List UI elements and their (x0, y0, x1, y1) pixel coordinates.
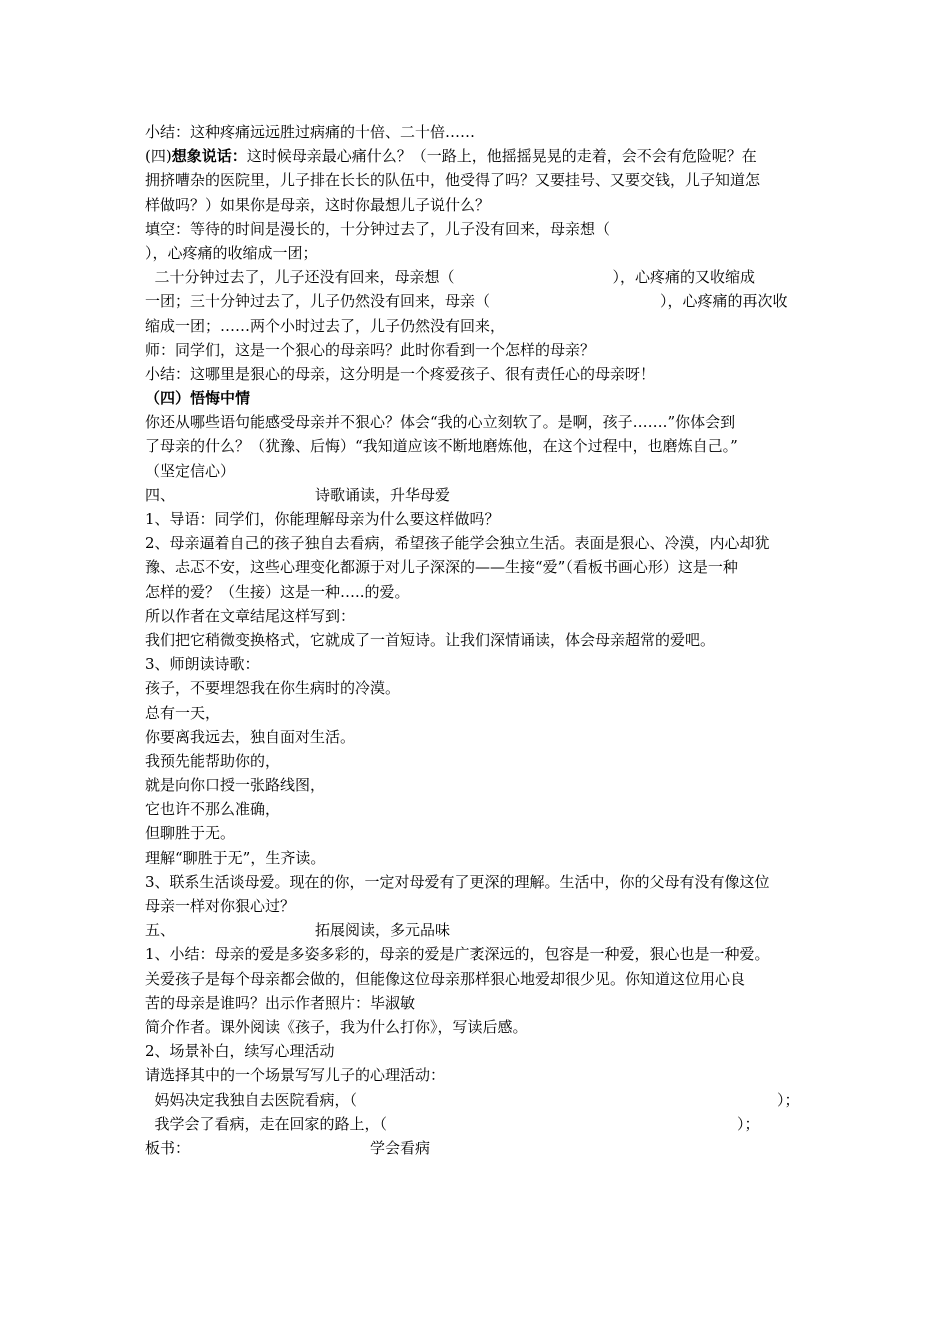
text-line: 3、联系生活谈母爱。现在的你，一定对母爱有了更深的理解。生活中，你的父母有没有像这位 (145, 872, 770, 891)
text-span: 二十分钟过去了，儿子还没有回来，母亲想（ (145, 268, 455, 287)
section-heading: （四）悟悔中情 (145, 389, 251, 408)
section-heading (145, 483, 815, 507)
text-line (145, 265, 815, 289)
poem-line: 它也许不那么准确， (145, 800, 281, 819)
text-line: 2、场景补白，续写心理活动 (145, 1042, 335, 1061)
text-line: 小结：这哪里是狠心的母亲，这分明是一个疼爱孩子、很有责任心的母亲呀！ (145, 364, 656, 383)
poem-line: 总有一天， (145, 703, 221, 722)
text-span: ），心疼痛的再次收 (660, 292, 788, 311)
text-line: 所以作者在文章结尾这样写到： (145, 606, 356, 625)
text-span: ）； (737, 1114, 760, 1133)
text-line: 怎样的爱？（生接）这是一种…..的爱。 (145, 582, 410, 601)
text-span: ），心疼痛的又收缩成 (612, 268, 756, 287)
text-span: 我学会了看病，走在回家的路上，（ (145, 1114, 388, 1133)
text-line: 小结：这种疼痛远远胜过病痛的十倍、二十倍…… (145, 123, 476, 141)
section-title: 拓展阅读，多元品味 (315, 921, 451, 940)
text-line: 填空：等待的时间是漫长的，十分钟过去了，儿子没有回来，母亲想（ (145, 219, 611, 238)
text-line: 苦的母亲是谁吗？出示作者照片：毕淑敏 (145, 993, 416, 1012)
text-line: 了母亲的什么？（犹豫、后悔）“我知道应该不断地磨炼他，在这个过程中，也磨炼自己。” (145, 437, 738, 456)
section-heading (145, 918, 815, 942)
text-line: 拥挤嘈杂的医院里，儿子排在长长的队伍中，他受得了吗？又要挂号、又要交钱，儿子知道怎 (145, 171, 761, 190)
section-title: 诗歌诵读，升华母爱 (315, 485, 451, 504)
text-line (145, 289, 815, 313)
section-number: 五、 (145, 921, 176, 940)
text-line: ），心疼痛的收缩成一团； (145, 243, 318, 262)
text-line: 2、母亲逼着自己的孩子独自去看病，希望孩子能学会独立生活。表面是狠心、冷漠，内心却犹 (145, 534, 770, 553)
text-line: 师：同学们，这是一个狠心的母亲吗？此时你看到一个怎样的母亲？ (145, 340, 596, 359)
text-line: 你还从哪些语句能感受母亲并不狠心？体会“我的心立刻软了。是啊，孩子…….”你体会到 (145, 413, 736, 432)
text-span: ）； (777, 1090, 800, 1109)
text-line: 缩成一团；……两个小时过去了，儿子仍然没有回来， (145, 316, 506, 335)
text-span: 这时候母亲最心痛什么？（一路上，他摇摇晃晃的走着，会不会有危险呢？在 (246, 147, 757, 166)
text-line: 1、导语：同学们，你能理解母亲为什么要这样做吗？ (145, 510, 500, 528)
text-line: 1、小结：母亲的爱是多姿多彩的，母亲的爱是广袤深远的，包容是一种爱，狠心也是一种爱。 (145, 945, 770, 964)
poem-line: 就是向你口授一张路线图， (145, 776, 326, 795)
poem-line: 孩子，不要埋怨我在你生病时的冷漠。 (145, 679, 401, 698)
text-span: 板书： (145, 1138, 191, 1157)
document-page (145, 120, 815, 1160)
text-line: 关爱孩子是每个母亲都会做的，但能像这位母亲那样狠心地爱却很少见。你知道这位用心良 (145, 969, 746, 988)
section-number: 四、 (145, 485, 176, 504)
text-line: 理解“聊胜于无”，生齐读。 (145, 848, 326, 867)
text-line: 3、师朗读诗歌： (145, 655, 260, 674)
text-line: 样做吗？）如果你是母亲，这时你最想儿子说什么？ (145, 195, 491, 214)
text-line: 母亲一样对你狠心过？ (145, 897, 296, 915)
text-line (145, 1088, 815, 1112)
poem-line: 你要离我远去，独自面对生活。 (145, 727, 356, 746)
text-span: (四) (145, 147, 172, 166)
blackboard-line (145, 1136, 815, 1160)
text-line: 我们把它稍微变换格式，它就成了一首短诗。让我们深情诵读，体会母亲超常的爱吧。 (145, 630, 716, 649)
text-line (145, 144, 815, 168)
text-span: 一团；三十分钟过去了，儿子仍然没有回来，母亲（ (145, 292, 491, 311)
poem-line: 但聊胜于无。 (145, 824, 236, 843)
text-line: 豫、忐忑不安，这些心理变化都源于对儿子深深的——生接“爱”（看板书画心形）这是一种 (145, 558, 738, 577)
text-line (145, 1112, 815, 1136)
text-line: （坚定信心） (145, 461, 236, 480)
bold-heading: 想象说话： (171, 147, 247, 166)
text-line: 简介作者。课外阅读《孩子，我为什么打你》，写读后感。 (145, 1017, 528, 1036)
text-span: 学会看病 (370, 1138, 431, 1157)
text-span: 妈妈决定我独自去医院看病，（ (145, 1090, 358, 1109)
text-line: 请选择其中的一个场景写写儿子的心理活动： (145, 1066, 446, 1085)
poem-line: 我预先能帮助你的， (145, 751, 281, 770)
